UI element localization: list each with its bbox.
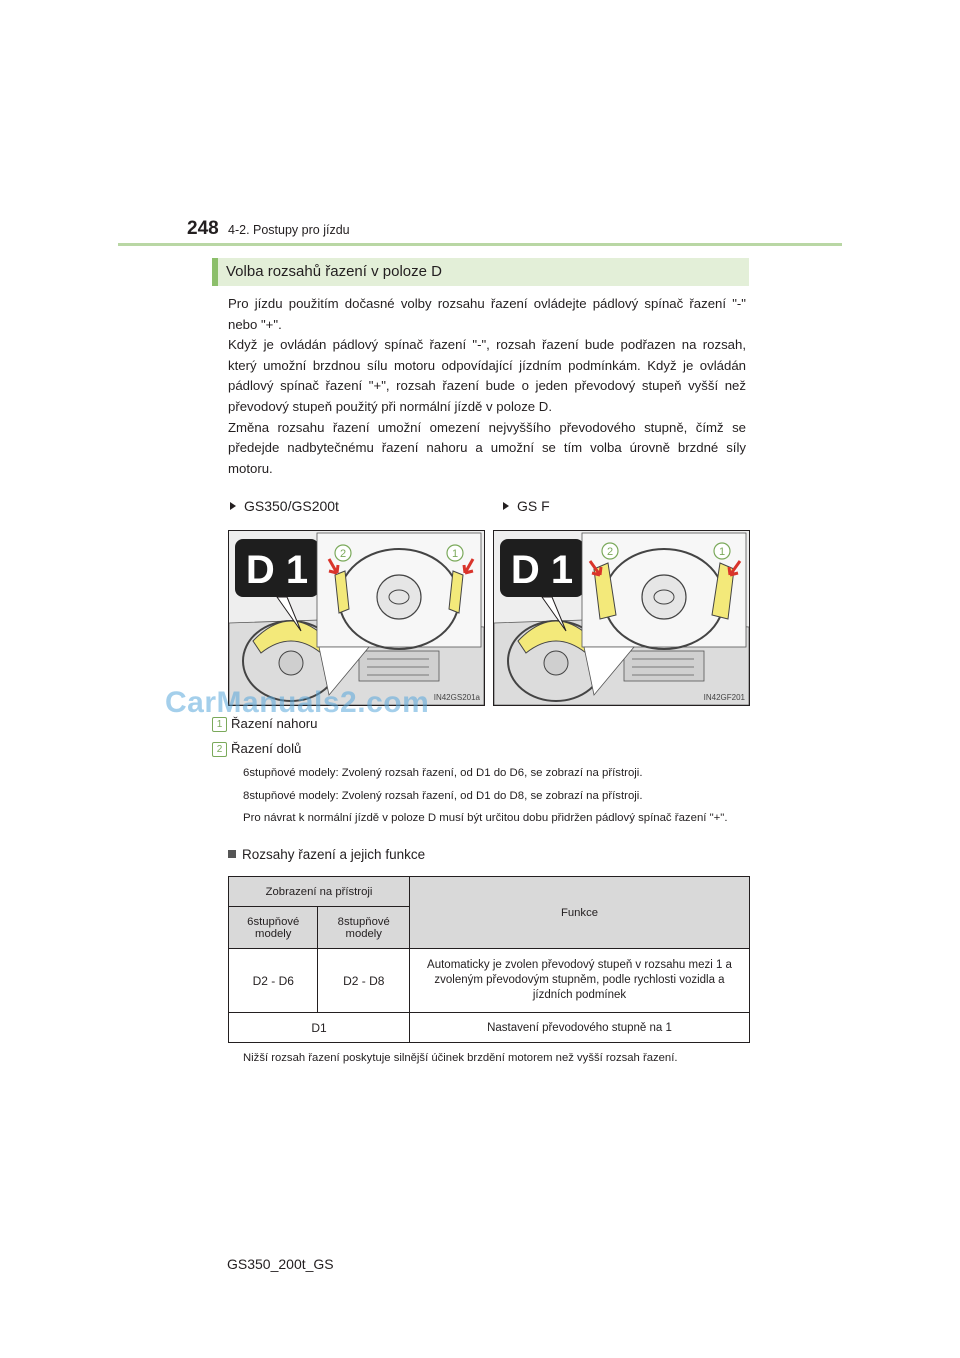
cell-function: Nastavení převodového stupně na 1 [410,1013,750,1043]
illustration-gsf [493,530,750,706]
legend-item [212,716,318,732]
cell-d8: D2 - D8 [318,949,410,1013]
watermark: CarManuals2.com [165,686,430,719]
subheading-text: Rozsahy řazení a jejich funkce [242,847,426,862]
callout-1: 1 [718,546,726,558]
header-8-speed: 8stupňové modely [318,907,410,949]
illustration-gs350 [228,530,485,706]
variant-text: GS F [517,498,550,514]
steering-wheel-illustration [229,531,484,705]
legend-text: Řazení nahoru [231,716,318,731]
body-paragraph: Změna rozsahu řazení umožní omezení nejvyššího převodového stupně, čímž se předejde nadbytečnému řazení nahoru a umožní se tím volba úrovně brzdné síly motoru. [228,419,746,476]
note: Pro návrat k normální jízdě v poloze D musí být určitou dobu přidržen pádlový spínač řazení "+". [243,812,728,824]
section-accent [212,258,218,286]
legend-text: Řazení dolů [231,741,302,756]
legend-number: 1 [212,717,227,732]
cell-d1: D1 [229,1013,410,1043]
cell-function: Automaticky je zvolen převodový stupeň v rozsahu mezi 1 a zvoleným převodovým stupněm, podle rychlosti vozidla a jízdních podmínek [410,949,750,1013]
display-d1: D 1 [510,548,574,592]
note: 6stupňové modely: Zvolený rozsah řazení, od D1 do D6, se zobrazí na přístroji. [243,767,643,779]
variant-text: GS350/GS200t [244,498,339,514]
steering-wheel-illustration [494,531,749,705]
shift-range-table [228,876,750,1043]
section-title-bar [212,258,749,286]
subheading [228,847,425,862]
legend-item [212,741,301,757]
square-bullet-icon [228,850,236,858]
footer-note: Nižší rozsah řazení poskytuje silnější účinek brzdění motorem než vyšší rozsah řazení. [243,1052,678,1064]
legend-number: 2 [212,742,227,757]
display-d1: D 1 [245,548,309,592]
header-6-speed: 6stupňové modely [229,907,318,949]
body-paragraph: Když je ovládán pádlový spínač řazení "-", rozsah řazení bude podřazen na rozsah, který umožní brzdnou sílu motoru odpovídající jízdním podmínkám. Když je ovládán pádlový spínač řazení "+", rozsah řazení bude o jeden převodový stupeň vyšší než převodový stupeň použitý při normální jízdě v poloze D. [228,337,746,414]
note: 8stupňové modely: Zvolený rozsah řazení, od D1 do D8, se zobrazí na přístroji. [243,790,643,802]
illustration-code: IN42GS201a [433,693,480,702]
header-display: Zobrazení na přístroji [229,877,410,907]
header-function: Funkce [410,877,750,949]
callout-1: 1 [451,548,459,560]
illustration-code: IN42GF201 [703,693,745,702]
header-rule [118,243,842,246]
body-paragraph: Pro jízdu použitím dočasné volby rozsahu řazení ovládejte pádlový spínač řazení "-" nebo "+". [228,296,746,332]
cell-d6: D2 - D6 [229,949,318,1013]
callout-2: 2 [606,546,614,558]
variant-label-right [503,498,550,514]
callout-2: 2 [339,548,347,560]
section-title: Volba rozsahů řazení v poloze D [226,263,442,280]
body-text [228,294,746,479]
page-number: 248 [187,218,219,239]
variant-label-left [230,498,339,514]
triangle-bullet-icon [230,502,236,510]
footer-code: GS350_200t_GS [227,1256,334,1272]
triangle-bullet-icon [503,502,509,510]
running-head: 4-2. Postupy pro jízdu [228,223,350,237]
